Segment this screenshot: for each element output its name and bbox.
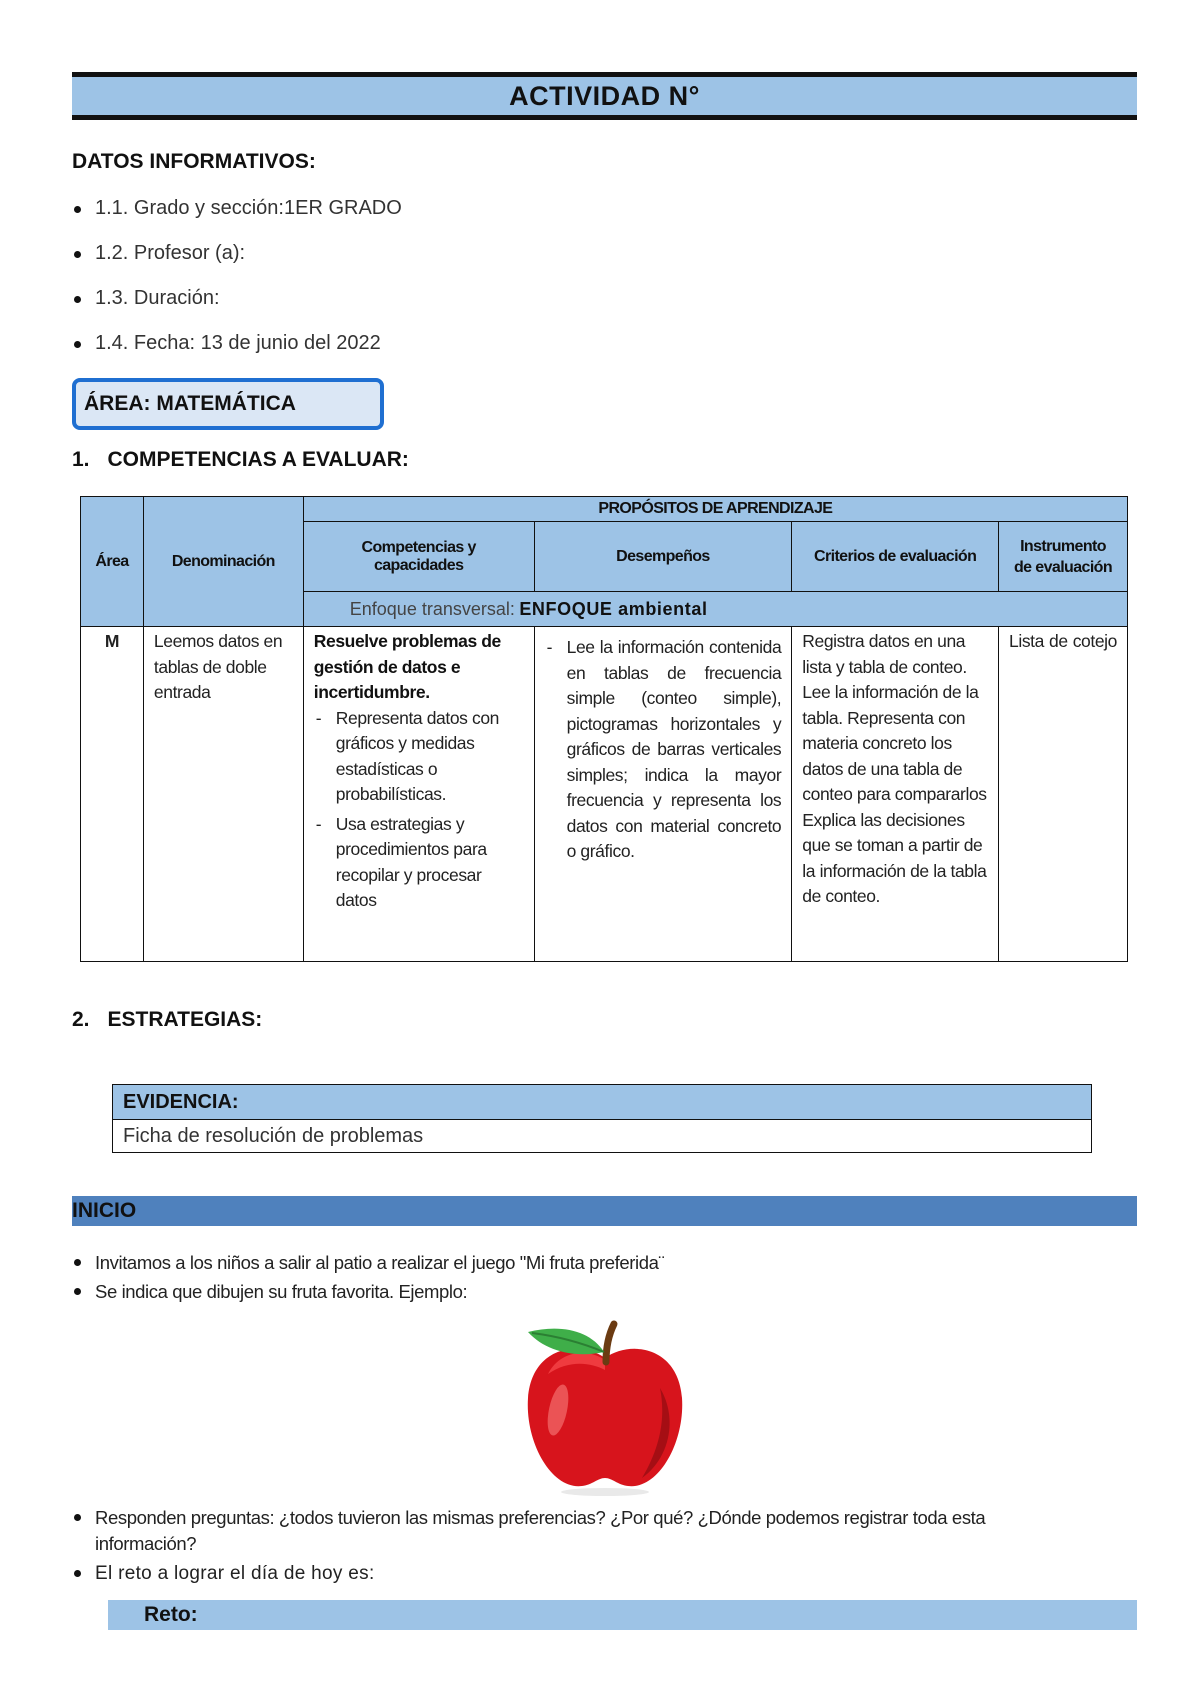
area-label-box	[72, 378, 384, 430]
list-item: Responden preguntas: ¿todos tuvieron las mismas preferencias? ¿Por qué? ¿Dónde podemos registrar toda esta información?	[70, 1505, 1130, 1557]
bullet-icon	[74, 1259, 81, 1266]
reto-bar	[108, 1600, 1137, 1630]
header-denominacion: Denominación	[143, 497, 303, 627]
bullet-icon	[74, 251, 81, 258]
section-2-heading: 2. ESTRATEGIAS:	[72, 1008, 263, 1031]
competencia-title: Resuelve problemas de gestión de datos e incertidumbre.	[313, 631, 501, 702]
evidencia-value: Ficha de resolución de problemas	[123, 1124, 424, 1147]
bullet-icon	[74, 341, 81, 348]
list-item: 1.3. Duración:	[70, 287, 402, 332]
enfoque-row: Enfoque transversal: ENFOQUE ambiental	[303, 592, 1127, 627]
bullet-icon	[74, 206, 81, 213]
header-criterios: Criterios de evaluación	[792, 522, 999, 592]
row-area: M	[81, 627, 144, 962]
evidencia-label: EVIDENCIA:	[113, 1085, 1091, 1120]
list-item: 1.2. Profesor (a):	[70, 242, 402, 287]
area-label: ÁREA: MATEMÁTICA	[84, 392, 296, 415]
row-competencias	[303, 627, 534, 962]
page-title: ACTIVIDAD N°	[509, 80, 700, 111]
bullet-icon	[74, 296, 81, 303]
row-instrumento: Lista de cotejo	[999, 627, 1128, 962]
list-item: Se indica que dibujen su fruta favorita. Ejemplo:	[70, 1279, 1130, 1305]
bullet-icon	[74, 1288, 81, 1295]
row-desempenos	[534, 627, 792, 962]
header-propositos: PROPÓSITOS DE APRENDIZAJE	[303, 497, 1127, 522]
reto-label: Reto:	[144, 1603, 198, 1626]
inicio-bar	[72, 1196, 1137, 1226]
header-competencias: Competencias y capacidades	[303, 522, 534, 592]
row-criterios: Registra datos en una lista y tabla de conteo. Lee la información de la tabla. Representa con materia concreto los datos de una tabla de conteo para compararlos Explica las decisiones que se toman a partir de la información de la tabla de conteo.	[792, 627, 999, 962]
header-area: Área	[81, 497, 144, 627]
list-item: - Representa datos con gráficos y medidas estadísticas o probabilísticas.	[314, 706, 526, 808]
desempeno-text: - Lee la información contenida en tablas de frecuencia simple (conteo simple), pictogramas horizontales y gráficos de barras verticales simples; indica la mayor frecuencia y representa los datos con material concreto o gráfico.	[545, 635, 782, 865]
bullet-icon	[74, 1570, 81, 1577]
inicio-label: INICIO	[72, 1199, 137, 1222]
list-item: El reto a lograr el día de hoy es:	[70, 1561, 1130, 1587]
capacidades-list	[314, 706, 526, 914]
list-item: 1.4. Fecha: 13 de junio del 2022	[70, 332, 402, 377]
inicio-list-continued	[70, 1505, 1130, 1587]
bullet-icon	[74, 1514, 81, 1521]
row-denominacion: Leemos datos en tablas de doble entrada	[143, 627, 303, 962]
inicio-list	[70, 1250, 1130, 1305]
apple-icon	[520, 1318, 690, 1498]
evidencia-box	[112, 1084, 1092, 1153]
list-item: - Usa estrategias y procedimientos para recopilar y procesar datos	[314, 812, 526, 914]
datos-list	[70, 197, 402, 377]
list-item: Invitamos a los niños a salir al patio a realizar el juego "Mi fruta preferida¨	[70, 1250, 1130, 1279]
section-1-heading: 1. COMPETENCIAS A EVALUAR:	[72, 448, 409, 471]
competencias-table	[80, 496, 1128, 962]
header-desempenos: Desempeños	[534, 522, 792, 592]
activity-title-bar	[72, 72, 1137, 120]
datos-heading: DATOS INFORMATIVOS:	[72, 150, 316, 173]
header-instrumento: Instrumento de evaluación	[999, 522, 1128, 592]
list-item: 1.1. Grado y sección:1ER GRADO	[70, 197, 402, 242]
